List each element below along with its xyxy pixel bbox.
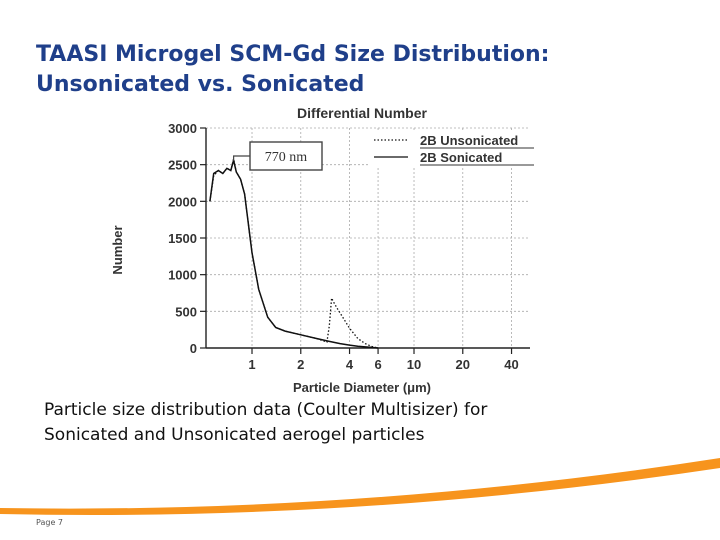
- caption-line-1: Particle size distribution data (Coulter Multisizer) for: [44, 400, 488, 420]
- x-tick-label: 4: [345, 357, 354, 372]
- x-tick-label: 6: [374, 357, 382, 372]
- legend: [368, 130, 536, 168]
- y-tick-label: 2000: [168, 194, 197, 210]
- slide-title-line-2: Unsonicated vs. Sonicated: [36, 72, 365, 97]
- size-distribution-chart: [100, 100, 560, 395]
- x-tick-label: 40: [504, 357, 519, 372]
- y-tick-label: 1000: [168, 267, 197, 283]
- x-tick-label: 1: [248, 357, 256, 372]
- page-number: Page 7: [36, 518, 63, 527]
- slide-title: [36, 40, 676, 100]
- y-tick-label: 500: [175, 304, 197, 320]
- y-tick-label: 0: [189, 341, 197, 356]
- slide-title-line-1: TAASI Microgel SCM-Gd Size Distribution:: [36, 42, 550, 67]
- y-axis-label: Number: [110, 225, 125, 275]
- footer-swoosh: [0, 430, 720, 540]
- y-tick-label: 1500: [168, 231, 197, 246]
- annotation-label: 770 nm: [264, 150, 308, 165]
- chart-title: Differential Number: [297, 105, 427, 121]
- x-tick-label: 20: [455, 357, 471, 372]
- y-tick-label: 2500: [168, 157, 197, 173]
- swoosh-shape: [0, 458, 720, 515]
- y-tick-label: 3000: [168, 121, 197, 136]
- x-tick-label: 10: [406, 357, 422, 372]
- x-tick-label: 2: [297, 357, 305, 372]
- legend-label: 2B Sonicated: [420, 150, 503, 165]
- caption-line-2: Sonicated and Unsonicated aerogel particles: [44, 425, 425, 445]
- legend-label: 2B Unsonicated: [420, 133, 519, 148]
- x-axis-label: Particle Diameter (μm): [292, 380, 432, 395]
